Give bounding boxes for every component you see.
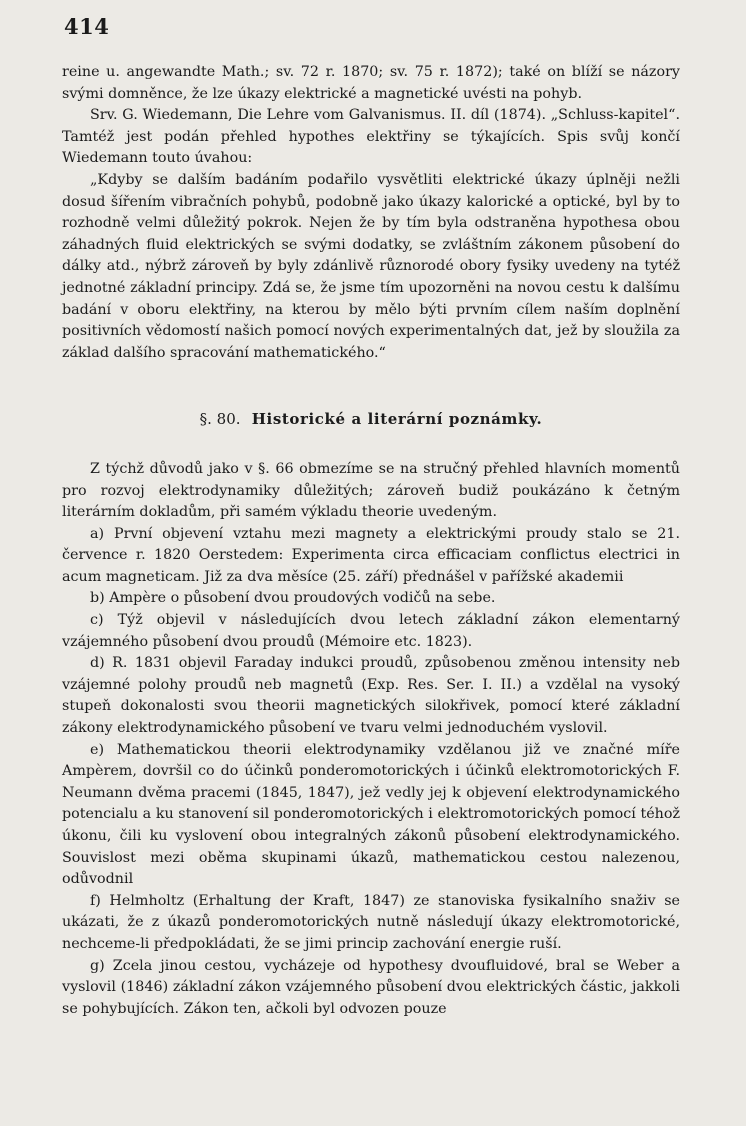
paragraph-item-d: d) R. 1831 objevil Faraday indukci proudů, způsobenou změnou intensity neb vzájemné polohy proudů neb magnetů (Exp. Res. Ser. I. II.) a vzdělal na vysoký stupeň dokonalosti svou theorii magnetických silokřivek, pomocí které základní zákony elektrodynamického působení ve tvaru velmi jednoduchém vyslovil. bbox=[62, 655, 680, 737]
paragraph-intro: Z týchž důvodů jako v §. 66 obmezíme se na stručný přehled hlavních momentů pro rozvoj elektrodynamiky důležitých; zároveň budiž poukázáno k četným literárním dokladům, při samém výkladu theorie uvedeným. bbox=[62, 460, 680, 521]
paragraph-item-a: a) První objevení vztahu mezi magnety a elektrickými proudy stalo se 21. července r. 1820 Oerstedem: Experimenta circa efficaciam conflictus electrici in acum magneticam. Již za dva měsíce (25. září) přednášel v pařížské akademii bbox=[62, 525, 680, 585]
paragraph-item-c: c) Týž objevil v následujících dvou letech základní zákon elementarný vzájemného působení dvou proudů (Mémoire etc. 1823). bbox=[62, 612, 680, 650]
page-content bbox=[62, 62, 680, 1020]
paragraph-wiedemann-reference: Srv. G. Wiedemann, Die Lehre vom Galvanismus. II. díl (1874). „Schluss-kapitel“. Tamtéž jest podán přehled hypothes elektřiny se týkajících. Spis svůj končí Wiedemann touto úvahou: bbox=[62, 107, 680, 167]
section-number: §. 80. bbox=[199, 410, 241, 429]
page-number: 414 bbox=[64, 14, 110, 39]
paragraph-wiedemann-quote: „Kdyby se dalším badáním podařilo vysvětliti elektrické úkazy úplněji nežli dosud šířením vibračních pohybů, podobně jako úkazy kalorické a optické, byl by to rozhodně velmi důležitý pokrok. Nejen že by tím byla odstraněna hypothesa obou záhadných fluid elektrických se svými dodatky, se zvláštním zákonem působení do dálky atd., nýbrž zároveň by byly zdánlivě různorodé obory fysiky uvedeny na tytéž jednotné základní principy. Zdá se, že jsme tím upozorněni na novou cestu k dalšímu badání v oboru elektřiny, na kterou by mělo býti prvním cílem naším doplnění positivních vědomostí našich pomocí nových experimentalných dat, jež by sloužila za základ dalšího spracování mathematického.“ bbox=[62, 171, 680, 361]
paragraph-reference-continuation: reine u. angewandte Math.; sv. 72 r. 1870; sv. 75 r. 1872); také on blíží se názory svými domněnce, že lze úkazy elektrické a magnetické uvésti na pohyb. bbox=[62, 64, 680, 102]
paragraph-item-f: f) Helmholtz (Erhaltung der Kraft, 1847) ze stanoviska fysikalního snaživ se ukázati, že z úkazů ponderomotorických nutně následují úkazy elektromotorické, nechceme-li předpokládati, že se jimi princip zachování energie ruší. bbox=[62, 892, 680, 952]
paragraph-item-b: b) Ampère o působení dvou proudových vodičů na sebe. bbox=[90, 590, 496, 607]
section-title: Historické a literární poznámky. bbox=[251, 410, 543, 429]
paragraph-item-e: e) Mathematickou theorii elektrodynamiky vzdělanou již ve značné míře Ampèrem, dovršil co do účinků ponderomotorických i účinků elektromotorických F. Neumann dvěma pracemi (1845, 1847), jež vedly jej k objevení elektrodynamického potencialu a ku stanovení sil ponderomotorických i elektromotorických pomocí téhož úkonu, čili ku vyslovení obou integralných zákonů působení elektrodynamického. Souvislost mezi oběma skupinami úkazů, mathematickou cestou nalezenou, odůvodnil bbox=[62, 741, 680, 888]
section-heading bbox=[62, 409, 680, 431]
paragraph-item-g: g) Zcela jinou cestou, vycházeje od hypothesy dvoufluidové, bral se Weber a vyslovil (1846) základní zákon vzájemného působení dvou elektrických částic, jakkoli se pohybujících. Zákon ten, ačkoli byl odvozen pouze bbox=[62, 957, 680, 1017]
